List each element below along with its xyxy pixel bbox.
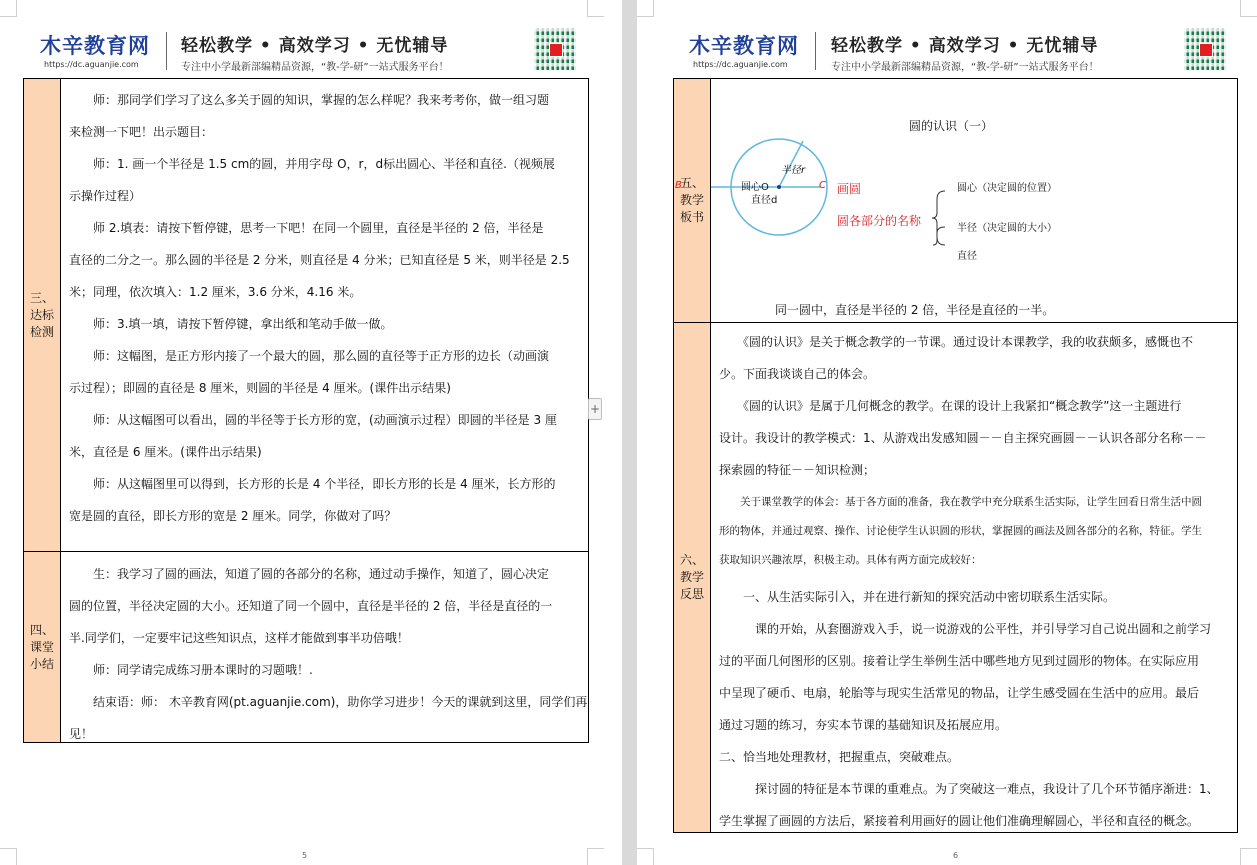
section-label: 五、教学板书 (680, 176, 705, 224)
header-divider (815, 32, 816, 70)
paragraph-line: 获取知识兴趣浓厚，积极主动。具体有两方面完成较好： (719, 554, 982, 566)
paragraph-line: 师：从这幅图里可以得到，长方形的长是 4 个半径，即长方形的长是 4 厘米，长方形的 (69, 477, 556, 491)
paragraph-line: 二、恰当地处理教材，把握重点，突破难点。 (719, 750, 960, 764)
page-header (0, 28, 622, 76)
header-slogan: 轻松教学 • 高效学习 • 无忧辅导 (831, 36, 1099, 56)
section-label-cell (24, 552, 61, 742)
paragraph-line: 过的平面几何图形的区别。接着让学生举例生活中哪些地方见到过圆形的物体。在实际应用 (719, 654, 1200, 668)
section-row-testing (24, 79, 588, 551)
paragraph-line: 来检测一下吧！出示题目： (69, 125, 214, 139)
paragraph-line: 形的物体，并通过观察、操作、讨论使学生认识圆的形状，掌握圆的画法及圆各部分的名称，特征。学生 (719, 525, 1202, 537)
paragraph-line: 学生掌握了画圆的方法后，紧接着利用画好的圆让他们准确理解圆心，半径和直径的概念。 (719, 814, 1200, 828)
section-content (61, 552, 588, 742)
part-center-text: 圆心（决定圆的位置） (957, 183, 1057, 194)
paragraph-line: 圆的位置，半径决定圆的大小。还知道了同一个圆中，直径是半径的 2 倍，半径是直径的一 (69, 599, 553, 613)
document-page-5 (0, 0, 622, 865)
lesson-table-page5 (23, 78, 589, 743)
page-number: 5 (302, 851, 308, 860)
section-label-cell (674, 323, 711, 832)
paragraph-line: 师：从这幅图可以看出，圆的半径等于长方形的宽，(动画演示过程）即圆的半径是 3 厘 (69, 413, 557, 427)
section-row-board (674, 79, 1237, 322)
paragraph-line: 结束语：师： 木辛教育网(pt.aguanjie.com)，助你学习进步！今天的课就到这里，同学们再 (69, 695, 588, 709)
qr-code-icon (534, 28, 576, 70)
page-header (637, 28, 1257, 76)
qr-code-icon (1184, 28, 1226, 70)
site-logo: 木辛教育网 (40, 33, 150, 58)
section-row-reflection (674, 322, 1237, 832)
section-label: 三、达标检测 (30, 290, 55, 339)
lesson-table-page6 (673, 78, 1238, 833)
section-label: 四、课堂小结 (30, 622, 55, 671)
paragraph-line: 半.同学们，一定要牢记这些知识点，这样才能做到事半功倍哦！ (69, 631, 409, 645)
radius-label: 半径r (781, 165, 806, 176)
paragraph-line: 米，直径是 6 厘米。(课件出示结果) (69, 445, 262, 459)
part-radius-text: 半径（决定圆的大小） (957, 223, 1057, 234)
paragraph-line: 示过程）；即圆的直径是 8 厘米，则圆的半径是 4 厘米。(课件出示结果) (69, 381, 451, 395)
page-corner-mark (637, 848, 654, 865)
page-corner-mark (587, 848, 604, 865)
page-corner-mark (0, 0, 17, 17)
document-page-6 (637, 0, 1257, 865)
paragraph-line: 通过习题的练习，夯实本节课的基础知识及拓展应用。 (719, 718, 1008, 732)
paragraph-line: 示操作过程） (69, 189, 142, 203)
site-url: https://dc.aguanjie.com (44, 60, 139, 69)
header-tagline: 专注中小学最新部编精品资源，“教-学-研”一站式服务平台！ (181, 62, 449, 73)
page-corner-mark (1240, 0, 1257, 17)
part-diameter-text: 直径 (957, 251, 977, 262)
paragraph-line: 见！ (69, 727, 94, 741)
page-corner-mark (1240, 848, 1257, 865)
page-corner-mark (0, 848, 17, 865)
page-number: 6 (953, 851, 959, 860)
board-title: 圆的认识（一） (909, 119, 994, 133)
paragraph-line: 师：3.填一填，请按下暂停键，拿出纸和笔动手做一做。 (69, 317, 393, 331)
paragraph-line: 探索圆的特征－－知识检测； (719, 463, 876, 477)
header-slogan: 轻松教学 • 高效学习 • 无忧辅导 (181, 36, 449, 56)
paragraph-line: 宽是圆的直径，即长方形的宽是 2 厘米。同学，你做对了吗？ (69, 509, 397, 523)
paragraph-line: 关于课堂教学的体会：基于各方面的准备，我在教学中充分联系生活实际，让学生回看日常生活中圆 (719, 496, 1202, 508)
paragraph-line: 课的开始，从套圈游戏入手，说一说游戏的公平性，并引导学习自己说出圆和之前学习 (719, 622, 1212, 636)
paragraph-line: 设计。我设计的教学模式：1、从游戏出发感知圆－－自主探究画圆－－认识各部分名称－－ (719, 431, 1207, 445)
diameter-label: 直径d (751, 195, 778, 206)
section-row-summary (24, 551, 588, 742)
expand-button[interactable]: + (588, 398, 602, 420)
paragraph-line: 米；同理，依次填入：1.2 厘米，3.6 分米，4.16 米。 (69, 285, 362, 299)
paragraph-line: 一、从生活实际引入，并在进行新知的探究活动中密切联系生活实际。 (719, 590, 1116, 604)
paragraph-line: 《圆的认识》是关于概念教学的一节课。通过设计本课教学，我的收获颇多，感慨也不 (719, 335, 1194, 349)
site-logo: 木辛教育网 (689, 33, 799, 58)
section-label: 六、教学反思 (680, 553, 705, 601)
draw-circle-label: 画圆 (837, 182, 862, 196)
circle-diagram (711, 79, 1239, 322)
header-divider (166, 32, 167, 70)
paragraph-line: 师：同学请完成练习册本课时的习题哦！. (69, 663, 313, 677)
center-label: 圆心O (741, 182, 769, 193)
paragraph-line: 探讨圆的特征是本节课的重难点。为了突破这一难点，我设计了几个环节循序渐进：1、 (719, 782, 1219, 796)
section-label-cell (24, 79, 61, 551)
paragraph-line: 中呈现了硬币、电扇，轮胎等与现实生活常见的物品，让学生感受圆在生活中的应用。最后 (719, 686, 1200, 700)
reflection-content (711, 323, 1237, 832)
header-tagline: 专注中小学最新部编精品资源，“教-学-研”一站式服务平台！ (831, 62, 1099, 73)
paragraph-line: 师：这幅图，是正方形内接了一个最大的圆，那么圆的直径等于正方形的边长（动画演 (69, 349, 550, 363)
section-label-cell (674, 79, 711, 322)
paragraph-line: 少。下面我谈谈自己的体会。 (719, 367, 876, 381)
page-gutter (622, 0, 637, 865)
board-conclusion: 同一圆中，直径是半径的 2 倍，半径是直径的一半。 (775, 303, 1055, 317)
paragraph-line: 师：1. 画一个半径是 1.5 cm的圆，并用字母 O，r，d标出圆心、半径和直径.（视频展 (69, 157, 555, 171)
page-corner-mark (587, 0, 604, 17)
paragraph-line: 师：那同学们学习了这么多关于圆的知识，掌握的怎么样呢？我来考考你，做一组习题 (69, 93, 550, 107)
paragraph-line: 直径的二分之一。那么圆的半径是 2 分米，则直径是 4 分米；已知直径是 5 米，则半径是 2.5 (69, 253, 570, 267)
section-content (61, 79, 588, 551)
site-url: https://dc.aguanjie.com (693, 60, 788, 69)
paragraph-line: 《圆的认识》是属于几何概念的教学。在课的设计上我紧扣“概念教学”这一主题进行 (719, 399, 1182, 413)
point-b-label: B (675, 180, 682, 191)
center-point (777, 185, 781, 189)
parts-name-label: 圆各部分的名称 (837, 214, 922, 228)
upper-brace (932, 191, 945, 245)
page-corner-mark (637, 0, 654, 17)
paragraph-line: 师 2.填表：请按下暂停键，思考一下吧！在同一个圆里，直径是半径的 2 倍，半径是 (69, 221, 544, 235)
point-c-label: C (819, 180, 826, 191)
paragraph-line: 生：我学习了圆的画法，知道了圆的各部分的名称，通过动手操作，知道了，圆心决定 (69, 567, 550, 581)
